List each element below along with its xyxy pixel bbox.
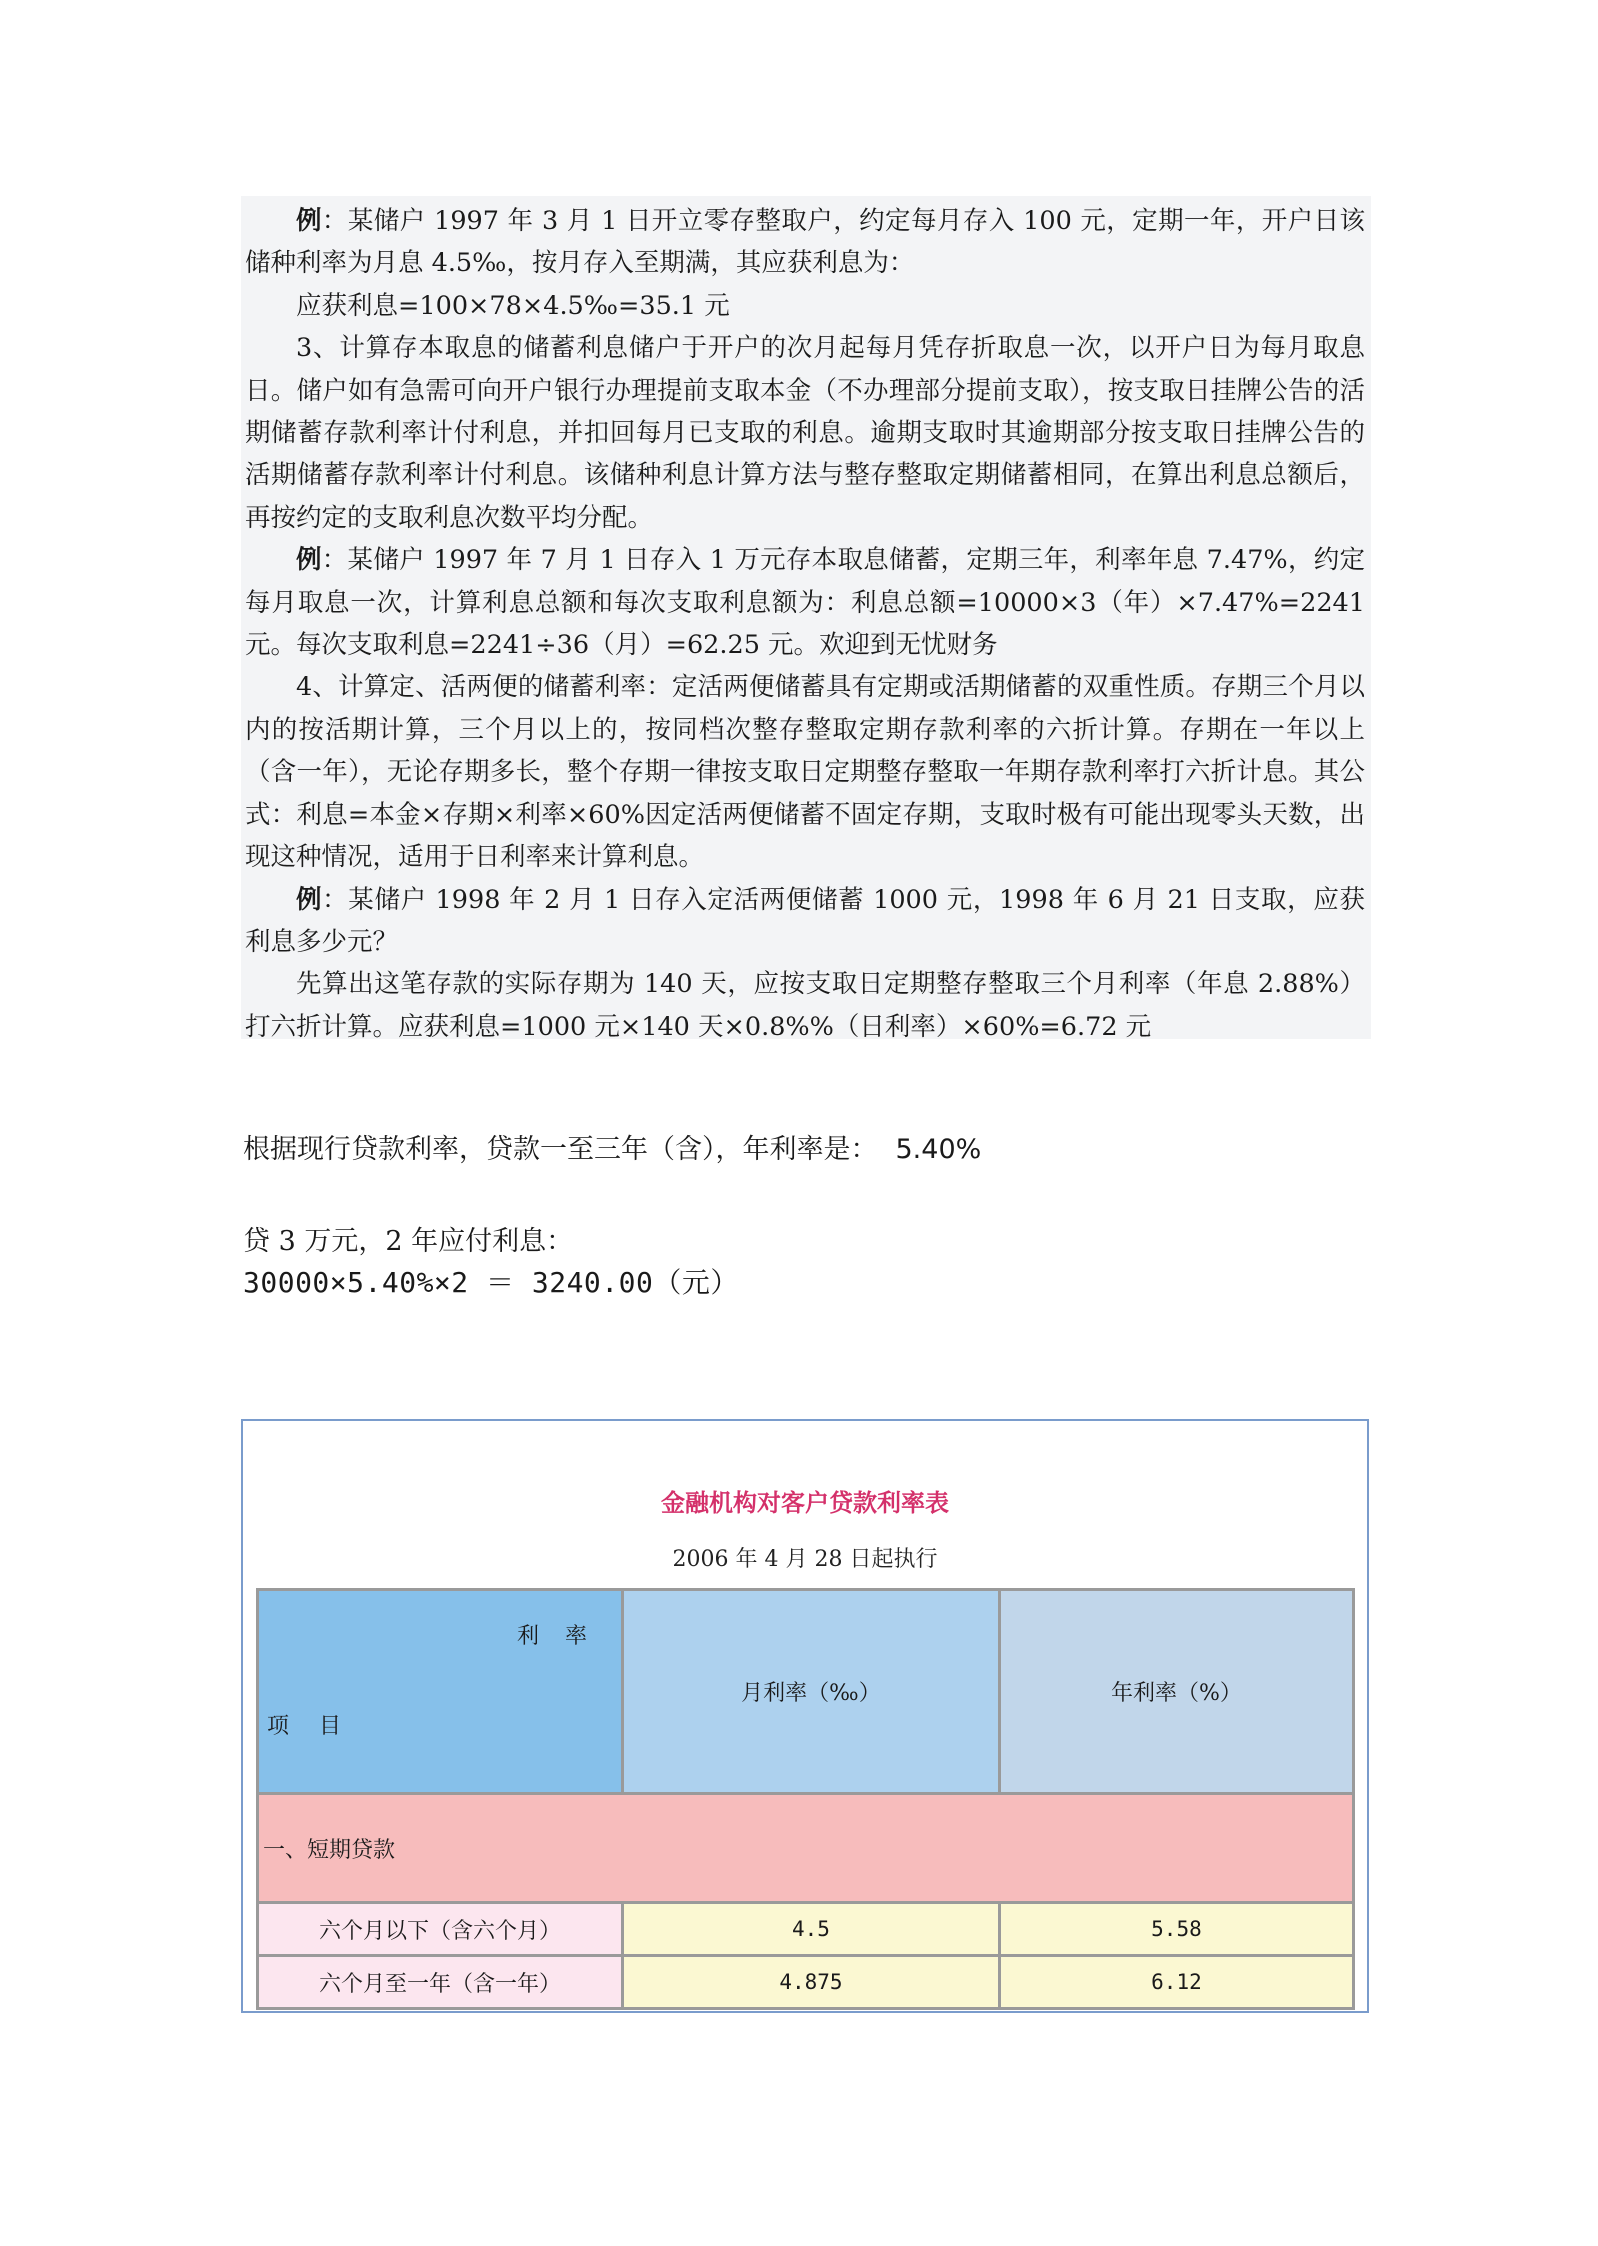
article-text-block <box>241 196 1371 1042</box>
example-paragraph-3 <box>245 879 1365 964</box>
row-monthly-rate: 4.875 <box>624 1957 998 2007</box>
example-paragraph-1 <box>245 200 1365 285</box>
example-label: 例 <box>296 884 323 915</box>
header-monthly-rate: 月利率（‰） <box>624 1591 998 1792</box>
row-annual-rate: 5.58 <box>1001 1904 1352 1954</box>
category-short-term-loan: 一、短期贷款 <box>259 1795 1352 1901</box>
example-text: ：某储户 1998 年 2 月 1 日存入定活两便储蓄 1000 元，1998 年 6 月 21 日支取，应获利息多少元？ <box>245 884 1365 957</box>
interest-result-line: 应获利息=100×78×4.5‰=35.1 元 <box>296 290 730 321</box>
calculation-paragraph: 先算出这笔存款的实际存期为 140 天，应按支取日定期整存整取三个月利率（年息 2.88%）打六折计算。应获利息=1000 元×140 天×0.8%%（日利率）×60%=6.72 元 <box>245 969 1365 1042</box>
loan-calc-label: 贷 3 万元，2 年应付利息： <box>243 1226 574 1257</box>
header-rate-label: 利率 <box>516 1624 613 1649</box>
table-header-row <box>259 1591 1352 1792</box>
table-row <box>259 1904 1352 1954</box>
loan-rate-line <box>243 1127 981 1166</box>
example-paragraph-2 <box>245 539 1365 666</box>
rate-table <box>256 1588 1355 2010</box>
rate-table-title: 金融机构对客户贷款利率表 <box>661 1488 949 1517</box>
section-4-paragraph: 4、计算定、活两便的储蓄利率：定活两便储蓄具有定期或活期储蓄的双重性质。存期三个月以内的按活期计算，三个月以上的，按同档次整存整取定期存款利率的六折计算。存期在一年以上（含一年），无论存期多长，整个存期一律按支取日定期整存整取一年期存款利率打六折计息。其公式：利息=本金×存期×利率×60%因定活两便储蓄不固定存期，支取时极有可能出现零头天数，出现这种情况，适用于日利率来计算利息。 <box>245 672 1365 873</box>
example-text: ：某储户 1997 年 7 月 1 日存入 1 万元存本取息储蓄，定期三年，利率年息 7.47%，约定每月取息一次，计算利息总额和每次支取利息额为：利息总额=10000×3（年）×7.47%=2241 元。每次支取利息=2241÷36（月）=62.25 元。欢迎到无忧财务 <box>245 545 1365 661</box>
rate-table-subtitle: 2006 年 4 月 28 日起执行 <box>672 1547 938 1572</box>
header-item-cell <box>259 1591 621 1792</box>
loan-rate-text: 根据现行贷款利率，贷款一至三年（含），年利率是： <box>243 1134 878 1165</box>
example-label: 例 <box>296 545 322 576</box>
loan-rate-value: 5.40% <box>895 1134 982 1165</box>
example-text: ：某储户 1997 年 3 月 1 日开立零存整取户，约定每月存入 100 元，定期一年，开户日该储种利率为月息 4.5‰，按月存入至期满，其应获利息为： <box>245 206 1365 279</box>
category-row <box>259 1795 1352 1901</box>
row-annual-rate: 6.12 <box>1001 1957 1352 2007</box>
table-row <box>259 1957 1352 2007</box>
rate-table-panel <box>241 1419 1369 2013</box>
section-3-paragraph: 3、计算存本取息的储蓄利息储户于开户的次月起每月凭存折取息一次，以开户日为每月取息日。储户如有急需可向开户银行办理提前支取本金（不办理部分提前支取），按支取日挂牌公告的活期储蓄存款利率计付利息，并扣回每月已支取的利息。逾期支取时其逾期部分按支取日挂牌公告的活期储蓄存款利率计付利息。该储种利息计算方法与整存整取定期储蓄相同，在算出利息总额后，再按约定的支取利息次数平均分配。 <box>245 333 1365 533</box>
row-label: 六个月以下（含六个月） <box>259 1904 621 1954</box>
example-label: 例 <box>296 206 322 236</box>
header-item-label: 项目 <box>267 1714 372 1739</box>
header-annual-rate: 年利率（%） <box>1001 1591 1352 1792</box>
loan-formula: 30000×5.40%×2 ＝ 3240.00（元） <box>243 1266 739 1299</box>
row-label: 六个月至一年（含一年） <box>259 1957 621 2007</box>
row-monthly-rate: 4.5 <box>624 1904 998 1954</box>
